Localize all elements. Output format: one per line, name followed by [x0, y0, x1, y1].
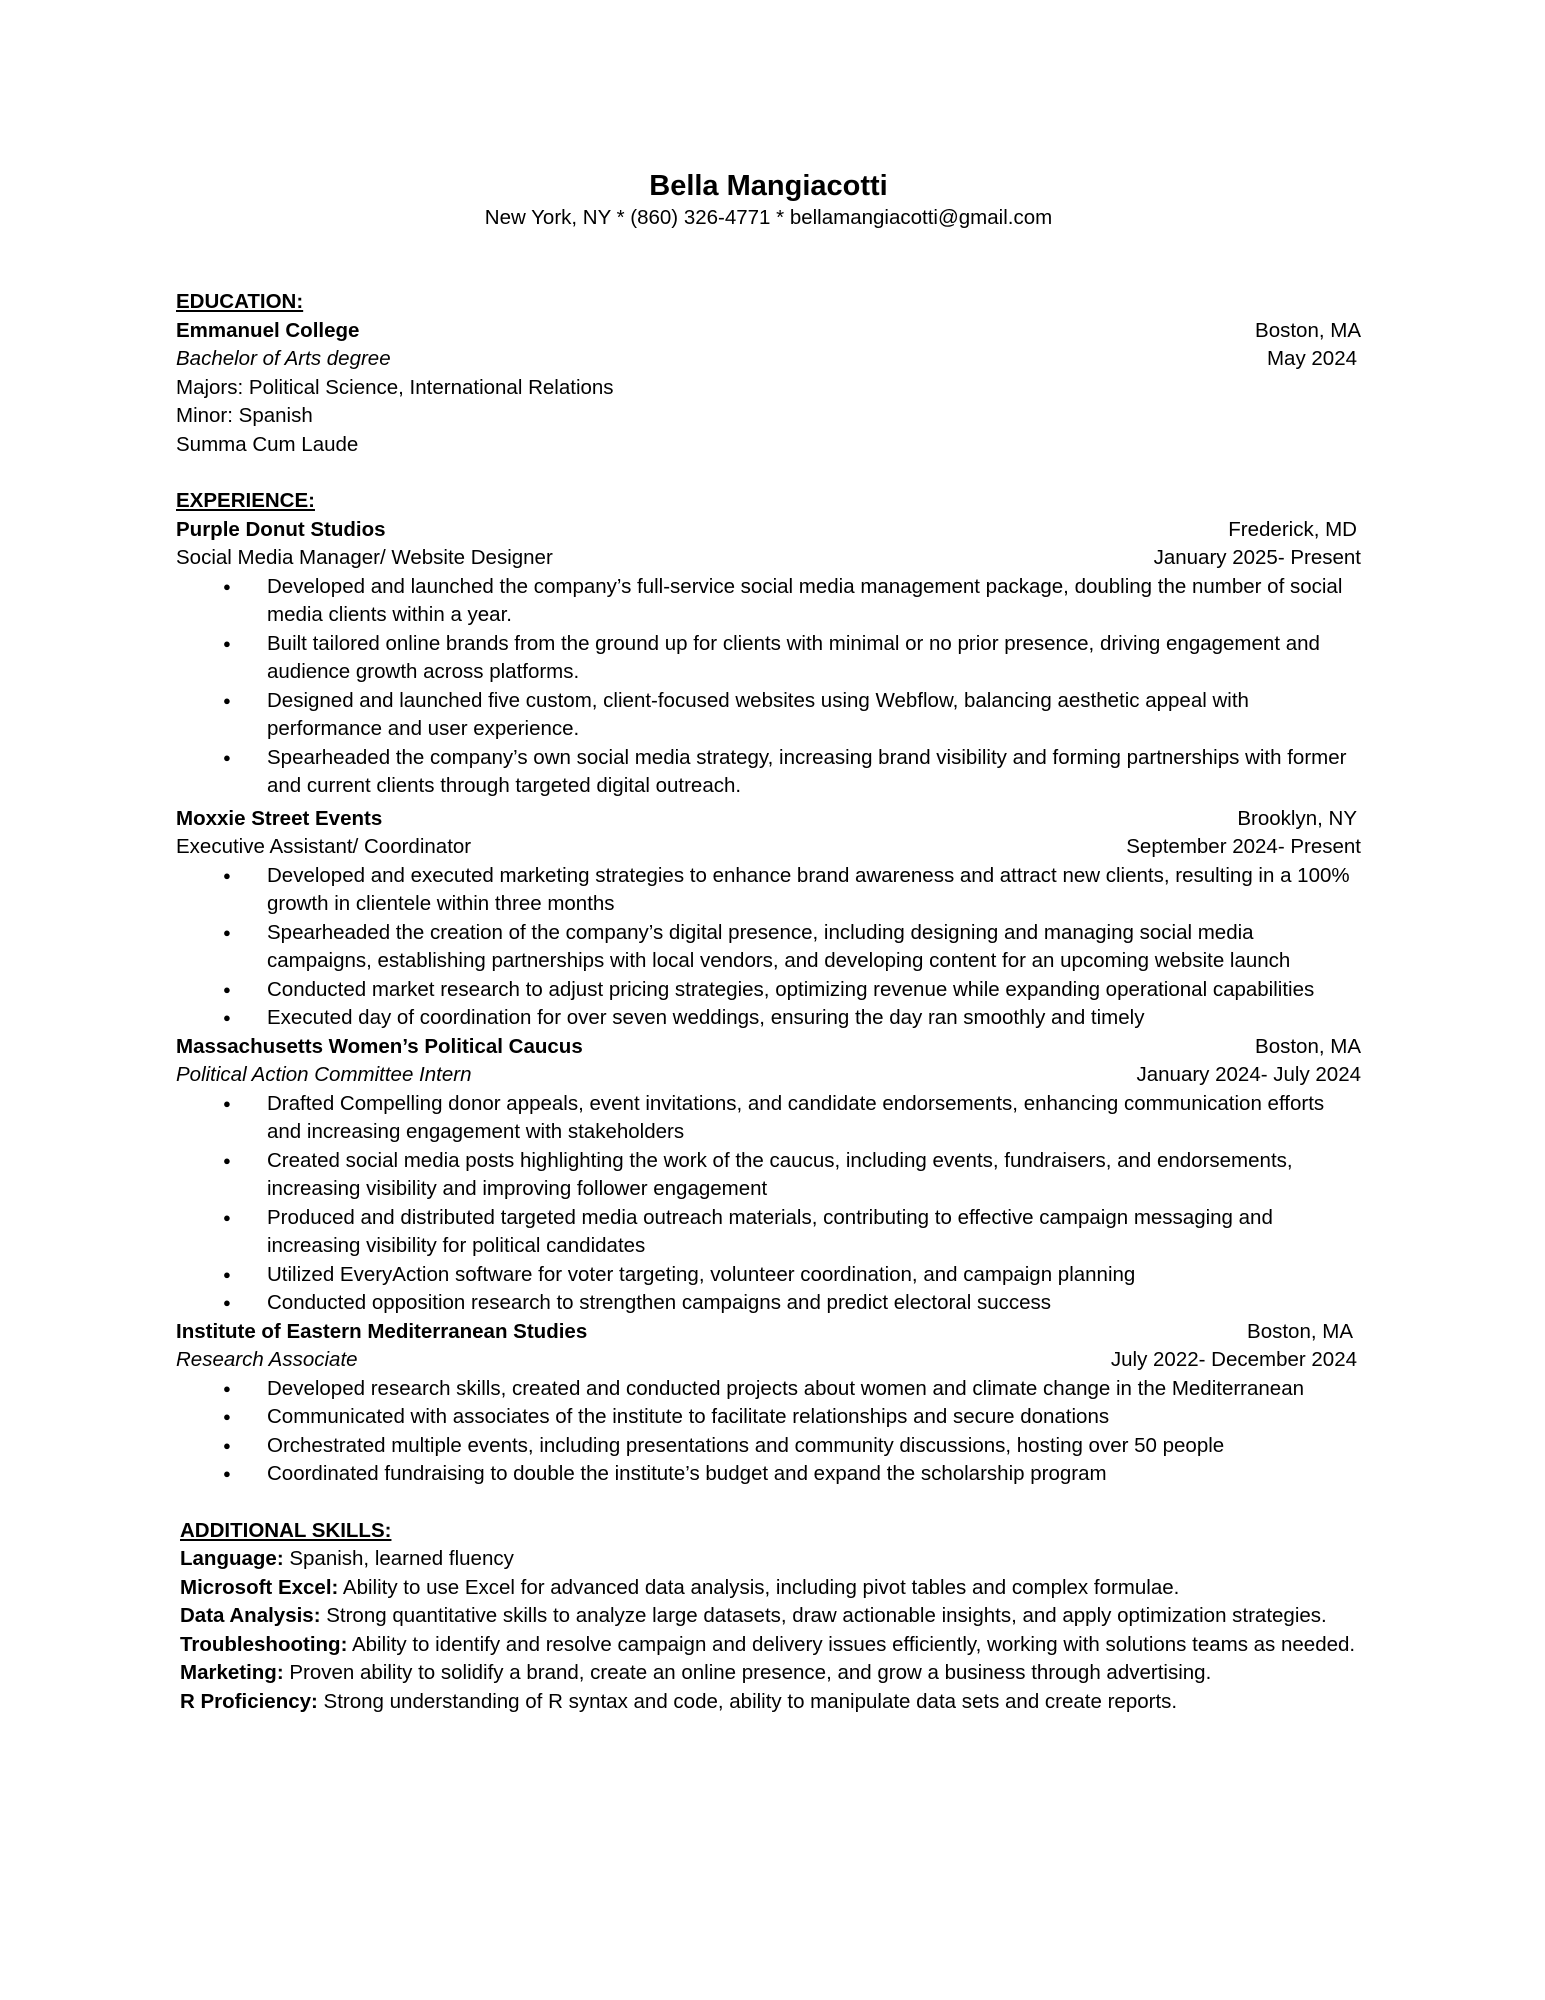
education-heading: EDUCATION:	[176, 290, 304, 313]
bullet-item: ● Executed day of coordination for over seven weddings, ensuring the day ran smoothly and timely	[176, 1004, 1361, 1033]
job-dates: January 2024- July 2024	[1136, 1063, 1361, 1086]
job-title-row	[176, 1346, 1361, 1375]
job-organization: Moxxie Street Events	[176, 806, 383, 830]
bullet-item: ● Produced and distributed targeted media outreach materials, contributing to effective campaign messaging and increasing visibility for political candidates	[176, 1204, 1361, 1261]
job-title: Political Action Committee Intern	[176, 1063, 472, 1086]
skill-item	[180, 1631, 1361, 1660]
majors: Majors: Political Science, International Relations	[176, 375, 614, 399]
job-location: Boston, MA	[1255, 1034, 1361, 1058]
skill-item	[180, 1574, 1361, 1603]
job-title-row	[176, 1061, 1361, 1090]
job-bullets	[176, 573, 1361, 801]
bullet-item: ● Conducted market research to adjust pricing strategies, optimizing revenue while expanding operational capabilities	[176, 976, 1361, 1005]
job-dates: September 2024- Present	[1126, 835, 1361, 858]
job-entry	[176, 1033, 1361, 1318]
skill-label: Microsoft Excel:	[180, 1575, 339, 1599]
bullet-item: ● Developed and launched the company’s full-service social media management package, doubling the number of social media clients within a year.	[176, 573, 1361, 630]
job-title: Social Media Manager/ Website Designer	[176, 546, 553, 569]
skill-item	[180, 1688, 1361, 1717]
experience-heading: EXPERIENCE:	[176, 489, 315, 512]
skill-label: Marketing:	[180, 1661, 284, 1684]
job-bullets	[176, 1090, 1361, 1318]
degree: Bachelor of Arts degree	[176, 347, 391, 370]
job-entry	[176, 805, 1361, 1033]
bullet-item: ● Designed and launched five custom, client-focused websites using Webflow, balancing aesthetic appeal with performance and user experience.	[176, 687, 1361, 744]
skill-text: Ability to identify and resolve campaign and delivery issues efficiently, working with solutions teams as needed.	[347, 1632, 1356, 1656]
bullet-item: ● Built tailored online brands from the ground up for clients with minimal or no prior presence, driving engagement and audience growth across platforms.	[176, 630, 1361, 687]
skill-label: Language:	[180, 1547, 284, 1570]
job-location: Brooklyn, NY	[1237, 806, 1357, 830]
job-location: Frederick, MD	[1228, 517, 1357, 541]
job-location: Boston, MA	[1247, 1319, 1353, 1343]
job-org-row	[176, 1033, 1361, 1062]
bullet-item: ● Spearheaded the creation of the company’s digital presence, including designing and managing social media campaigns, establishing partnerships with local vendors, and developing content for an upcoming website launch	[176, 919, 1361, 976]
skill-text: Proven ability to solidify a brand, create an online presence, and grow a business through advertising.	[283, 1661, 1212, 1684]
minor: Minor: Spanish	[176, 404, 313, 427]
school-name: Emmanuel College	[176, 318, 360, 342]
bullet-item: ● Conducted opposition research to strengthen campaigns and predict electoral success	[176, 1289, 1361, 1318]
job-title: Executive Assistant/ Coordinator	[176, 835, 472, 858]
bullet-item: ● Developed research skills, created and conducted projects about women and climate change in the Mediterranean	[176, 1375, 1361, 1404]
job-org-row	[176, 516, 1361, 545]
bullet-item: ● Orchestrated multiple events, including presentations and community discussions, hosting over 50 people	[176, 1432, 1361, 1461]
skill-label: Troubleshooting:	[180, 1632, 348, 1656]
bullet-item: ● Drafted Compelling donor appeals, event invitations, and candidate endorsements, enhancing communication efforts and increasing engagement with stakeholders	[176, 1090, 1361, 1147]
job-dates: July 2022- December 2024	[1110, 1348, 1357, 1371]
bullet-item: ● Created social media posts highlighting the work of the caucus, including events, fundraisers, and endorsements, increasing visibility and improving follower engagement	[176, 1147, 1361, 1204]
job-organization: Purple Donut Studios	[176, 517, 386, 541]
bullet-item: ● Developed and executed marketing strategies to enhance brand awareness and attract new clients, resulting in a 100% growth in clientele within three months	[176, 862, 1361, 919]
skill-text: Strong understanding of R syntax and code, ability to manipulate data sets and create reports.	[317, 1689, 1178, 1713]
education-school-row	[176, 317, 1361, 346]
job-title-row	[176, 833, 1361, 862]
skill-label: Data Analysis:	[180, 1604, 321, 1627]
skill-item	[180, 1545, 1361, 1574]
skill-text: Ability to use Excel for advanced data analysis, including pivot tables and complex formulae.	[338, 1575, 1180, 1599]
bullet-item: ● Communicated with associates of the institute to facilitate relationships and secure donations	[176, 1403, 1361, 1432]
job-bullets	[176, 1375, 1361, 1489]
skill-label: R Proficiency:	[180, 1689, 318, 1713]
job-org-row	[176, 805, 1361, 834]
job-org-row	[176, 1318, 1361, 1347]
education-degree-row	[176, 345, 1361, 374]
skill-item	[180, 1659, 1361, 1688]
skill-text: Strong quantitative skills to analyze large datasets, draw actionable insights, and apply optimization strategies.	[320, 1604, 1327, 1627]
bullet-item: ● Spearheaded the company’s own social media strategy, increasing brand visibility and forming partnerships with former and current clients through targeted digital outreach.	[176, 744, 1361, 801]
graduation-date: May 2024	[1266, 347, 1357, 370]
candidate-name: Bella Mangiacotti	[649, 170, 888, 202]
job-entry	[176, 1318, 1361, 1489]
contact-line: New York, NY * (860) 326-4771 * bellamangiacotti@gmail.com	[484, 206, 1053, 229]
job-dates: January 2025- Present	[1153, 546, 1361, 569]
bullet-item: ● Coordinated fundraising to double the institute’s budget and expand the scholarship program	[176, 1460, 1361, 1489]
honors: Summa Cum Laude	[176, 432, 359, 456]
skill-text: Spanish, learned fluency	[283, 1547, 514, 1570]
skills-section	[180, 1517, 1361, 1717]
job-title-row	[176, 544, 1361, 573]
job-organization: Institute of Eastern Mediterranean Studies	[176, 1319, 588, 1343]
job-entry	[176, 516, 1361, 801]
skills-heading: ADDITIONAL SKILLS:	[180, 1518, 392, 1542]
resume-page	[176, 168, 1361, 1716]
school-location: Boston, MA	[1255, 318, 1361, 342]
bullet-item: ● Utilized EveryAction software for voter targeting, volunteer coordination, and campaign planning	[176, 1261, 1361, 1290]
skill-item	[180, 1602, 1361, 1631]
job-title: Research Associate	[176, 1348, 358, 1371]
job-bullets	[176, 862, 1361, 1033]
job-organization: Massachusetts Women’s Political Caucus	[176, 1034, 583, 1058]
